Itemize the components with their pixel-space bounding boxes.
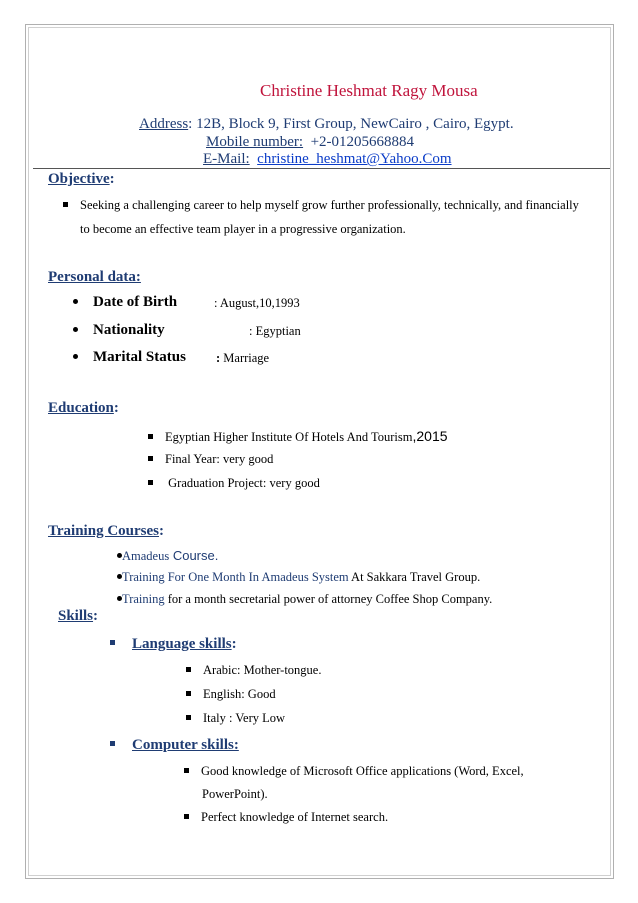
- address-label: Address: [139, 116, 189, 132]
- education-item-3: [148, 476, 320, 491]
- language-skills-title: Language skills: [132, 636, 232, 652]
- nationality-value: : Egyptian: [249, 324, 301, 338]
- personal-item-dob: [73, 294, 78, 312]
- round-bullet-icon: [117, 596, 122, 601]
- training-lead-2: Training For One Month In Amadeus System: [122, 570, 349, 584]
- mobile-value: +2-01205668884: [310, 134, 415, 150]
- training-lead-3: Training: [122, 592, 165, 606]
- square-bullet-icon: [110, 741, 115, 746]
- training-lead-1: Amadeus: [122, 549, 170, 563]
- education-heading: Education:: [48, 400, 119, 416]
- square-bullet-icon: [148, 434, 153, 439]
- language-item-italy: [186, 711, 285, 726]
- objective-text-1: Seeking a challenging career to help myself grow further professionally, technically, and financially: [80, 198, 579, 212]
- address-value: : 12B, Block 9, First Group, NewCairo , Cairo, Egypt.: [188, 116, 514, 132]
- round-bullet-icon: [117, 553, 122, 558]
- language-italy: Italy : Very Low: [203, 711, 286, 725]
- training-heading: Training Courses:: [48, 523, 164, 539]
- address-line: [139, 116, 514, 133]
- education-year: ,2015: [412, 428, 448, 444]
- computer-skills-title: Computer skills:: [132, 737, 239, 753]
- objective-title: Objective: [48, 171, 110, 187]
- training-item-2: [117, 570, 480, 585]
- dob-label: Date of Birth: [93, 294, 178, 310]
- training-rest-1: Course.: [169, 548, 219, 563]
- square-bullet-icon: [186, 691, 191, 696]
- language-item-arabic: [186, 663, 321, 678]
- training-rest-2: At Sakkara Travel Group.: [348, 570, 481, 584]
- language-arabic: Arabic: Mother-tongue.: [203, 663, 322, 677]
- training-title: Training Courses: [48, 523, 159, 539]
- education-item-2: [148, 452, 273, 467]
- education-project: Graduation Project: very good: [168, 476, 320, 490]
- language-english: English: Good: [203, 687, 276, 701]
- personal-item-nationality: [73, 322, 78, 340]
- square-bullet-icon: [184, 814, 189, 819]
- square-bullet-icon: [184, 768, 189, 773]
- education-final-year: Final Year: very good: [165, 452, 274, 466]
- objective-line-1: [63, 198, 579, 213]
- language-item-english: [186, 687, 276, 702]
- computer-item-office-cont: PowerPoint).: [202, 787, 268, 801]
- email-line: [203, 151, 452, 168]
- personal-item-marital: [73, 349, 78, 367]
- personal-title: Personal data:: [48, 269, 141, 285]
- skills-title: Skills: [58, 608, 94, 624]
- mobile-line: [206, 134, 414, 151]
- dob-value: : August,10,1993: [214, 296, 300, 310]
- computer-skills-heading: [110, 736, 239, 754]
- square-bullet-icon: [186, 715, 191, 720]
- email-label: E-Mail:: [203, 151, 250, 167]
- objective-heading: Objective:: [48, 171, 115, 187]
- round-bullet-icon: [73, 299, 78, 304]
- computer-internet: Perfect knowledge of Internet search.: [201, 810, 389, 824]
- round-bullet-icon: [73, 354, 78, 359]
- personal-heading: [48, 269, 141, 286]
- round-bullet-icon: [73, 327, 78, 332]
- computer-item-internet: [184, 810, 388, 825]
- education-title: Education: [48, 400, 114, 416]
- round-bullet-icon: [117, 574, 122, 579]
- education-item-1: [148, 428, 448, 445]
- training-item-3: [117, 592, 492, 607]
- nationality-label: Nationality: [93, 322, 165, 338]
- square-bullet-icon: [148, 480, 153, 485]
- training-item-1: [117, 548, 218, 564]
- objective-line-2: to become an effective team player in a progressive organization.: [80, 222, 406, 236]
- training-rest-3: for a month secretarial power of attorney Coffee Shop Company.: [164, 592, 493, 606]
- marital-label: Marital Status: [93, 349, 186, 365]
- computer-office: Good knowledge of Microsoft Office applications (Word, Excel,: [201, 764, 524, 778]
- marital-text: Marriage: [223, 351, 270, 365]
- skills-heading: Skills:: [58, 608, 99, 624]
- language-skills-heading: Language skills:: [110, 635, 237, 653]
- marital-colon: :: [216, 351, 221, 365]
- header-divider: [33, 168, 610, 169]
- education-institute: Egyptian Higher Institute Of Hotels And Tourism: [165, 430, 413, 444]
- square-bullet-icon: [63, 202, 68, 207]
- square-bullet-icon: [186, 667, 191, 672]
- square-bullet-icon: [148, 456, 153, 461]
- candidate-name: Christine Heshmat Ragy Mousa: [260, 81, 478, 100]
- email-link[interactable]: christine_heshmat@Yahoo.Com: [257, 151, 452, 167]
- computer-item-office: [184, 764, 524, 779]
- marital-value: [216, 351, 269, 366]
- square-bullet-icon: [110, 640, 115, 645]
- mobile-label: Mobile number:: [206, 134, 304, 150]
